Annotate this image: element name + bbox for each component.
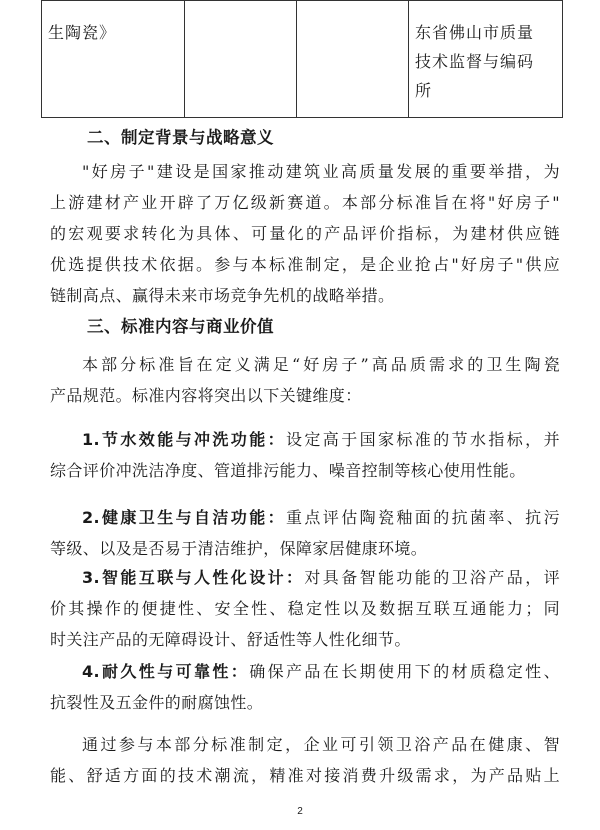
table-cell (185, 1, 297, 118)
table-cell-text: 生陶瓷》 (48, 23, 117, 42)
paragraph-line: 能、舒适方面的技术潮流，精准对接消费升级需求，为产品贴上 (50, 766, 560, 785)
paragraph-line: "好房子"建设是国家推动建筑业高质量发展的重要举措，为 (82, 162, 560, 181)
table-cell-line: 东省佛山市质量 (415, 23, 535, 42)
paragraph-line: 链制高点、赢得未来市场竞争先机的战略举措。 (50, 286, 395, 305)
item-text: 重点评估陶瓷釉面的抗菌率、抗污 (286, 508, 560, 527)
key-dimension-item (50, 562, 560, 655)
paragraph-line: 的宏观要求转化为具体、可量化的产品评价指标，为建材供应链 (50, 224, 560, 243)
paragraph-line: 抗裂性及五金件的耐腐蚀性。 (50, 693, 264, 712)
paragraph-line: 本部分标准旨在定义满足“好房子”高品质需求的卫生陶瓷 (82, 355, 560, 374)
section3-intro (50, 349, 560, 411)
item-text: 设定高于国家标准的节水指标，并 (286, 430, 560, 449)
paragraph-line: 综合评价冲洗洁净度、管道排污能力、噪音控制等核心使用性能。 (50, 461, 526, 480)
paragraph-line: 等级、以及是否易于清洁维护，保障家居健康环境。 (50, 539, 428, 558)
item-title: 4.耐久性与可靠性： (82, 662, 250, 681)
paragraph-line: 时关注产品的无障碍设计、舒适性等人性化细节。 (50, 630, 411, 649)
key-dimension-item (50, 656, 560, 718)
info-table-fragment (41, 0, 563, 118)
table-cell (297, 1, 409, 118)
paragraph-line: 优选提供技术依据。参与本标准制定，是企业抢占"好房子"供应 (50, 255, 560, 274)
section-heading: 三、标准内容与商业价值 (87, 317, 274, 336)
item-title: 1.节水效能与冲洗功能： (82, 430, 286, 449)
section-heading: 二、制定背景与战略意义 (87, 128, 274, 147)
item-title: 2.健康卫生与自洁功能： (82, 508, 286, 527)
key-dimension-item (50, 424, 560, 486)
paragraph-line: 价其操作的便捷性、安全性、稳定性以及数据互联互通能力；同 (50, 599, 560, 618)
section2-paragraph (50, 156, 560, 311)
table-cell-line: 技术监督与编码 (415, 52, 535, 71)
item-text: 确保产品在长期使用下的材质稳定性、 (249, 662, 560, 681)
closing-paragraph (50, 729, 560, 791)
table-row (42, 1, 563, 118)
key-dimension-item (50, 502, 560, 564)
item-text: 对具备智能功能的卫浴产品，评 (304, 568, 560, 587)
paragraph-line: 上游建材产业开辟了万亿级新赛道。本部分标准旨在将"好房子" (50, 193, 560, 212)
paragraph-line: 通过参与本部分标准制定，企业可引领卫浴产品在健康、智 (82, 735, 560, 754)
table-cell (42, 1, 185, 118)
page-number: 2 (297, 806, 303, 817)
item-title: 3.智能互联与人性化设计： (82, 568, 305, 587)
table-cell (409, 1, 563, 118)
paragraph-line: 产品规范。标准内容将突出以下关键维度： (50, 386, 362, 405)
table-cell-line: 所 (415, 81, 433, 100)
